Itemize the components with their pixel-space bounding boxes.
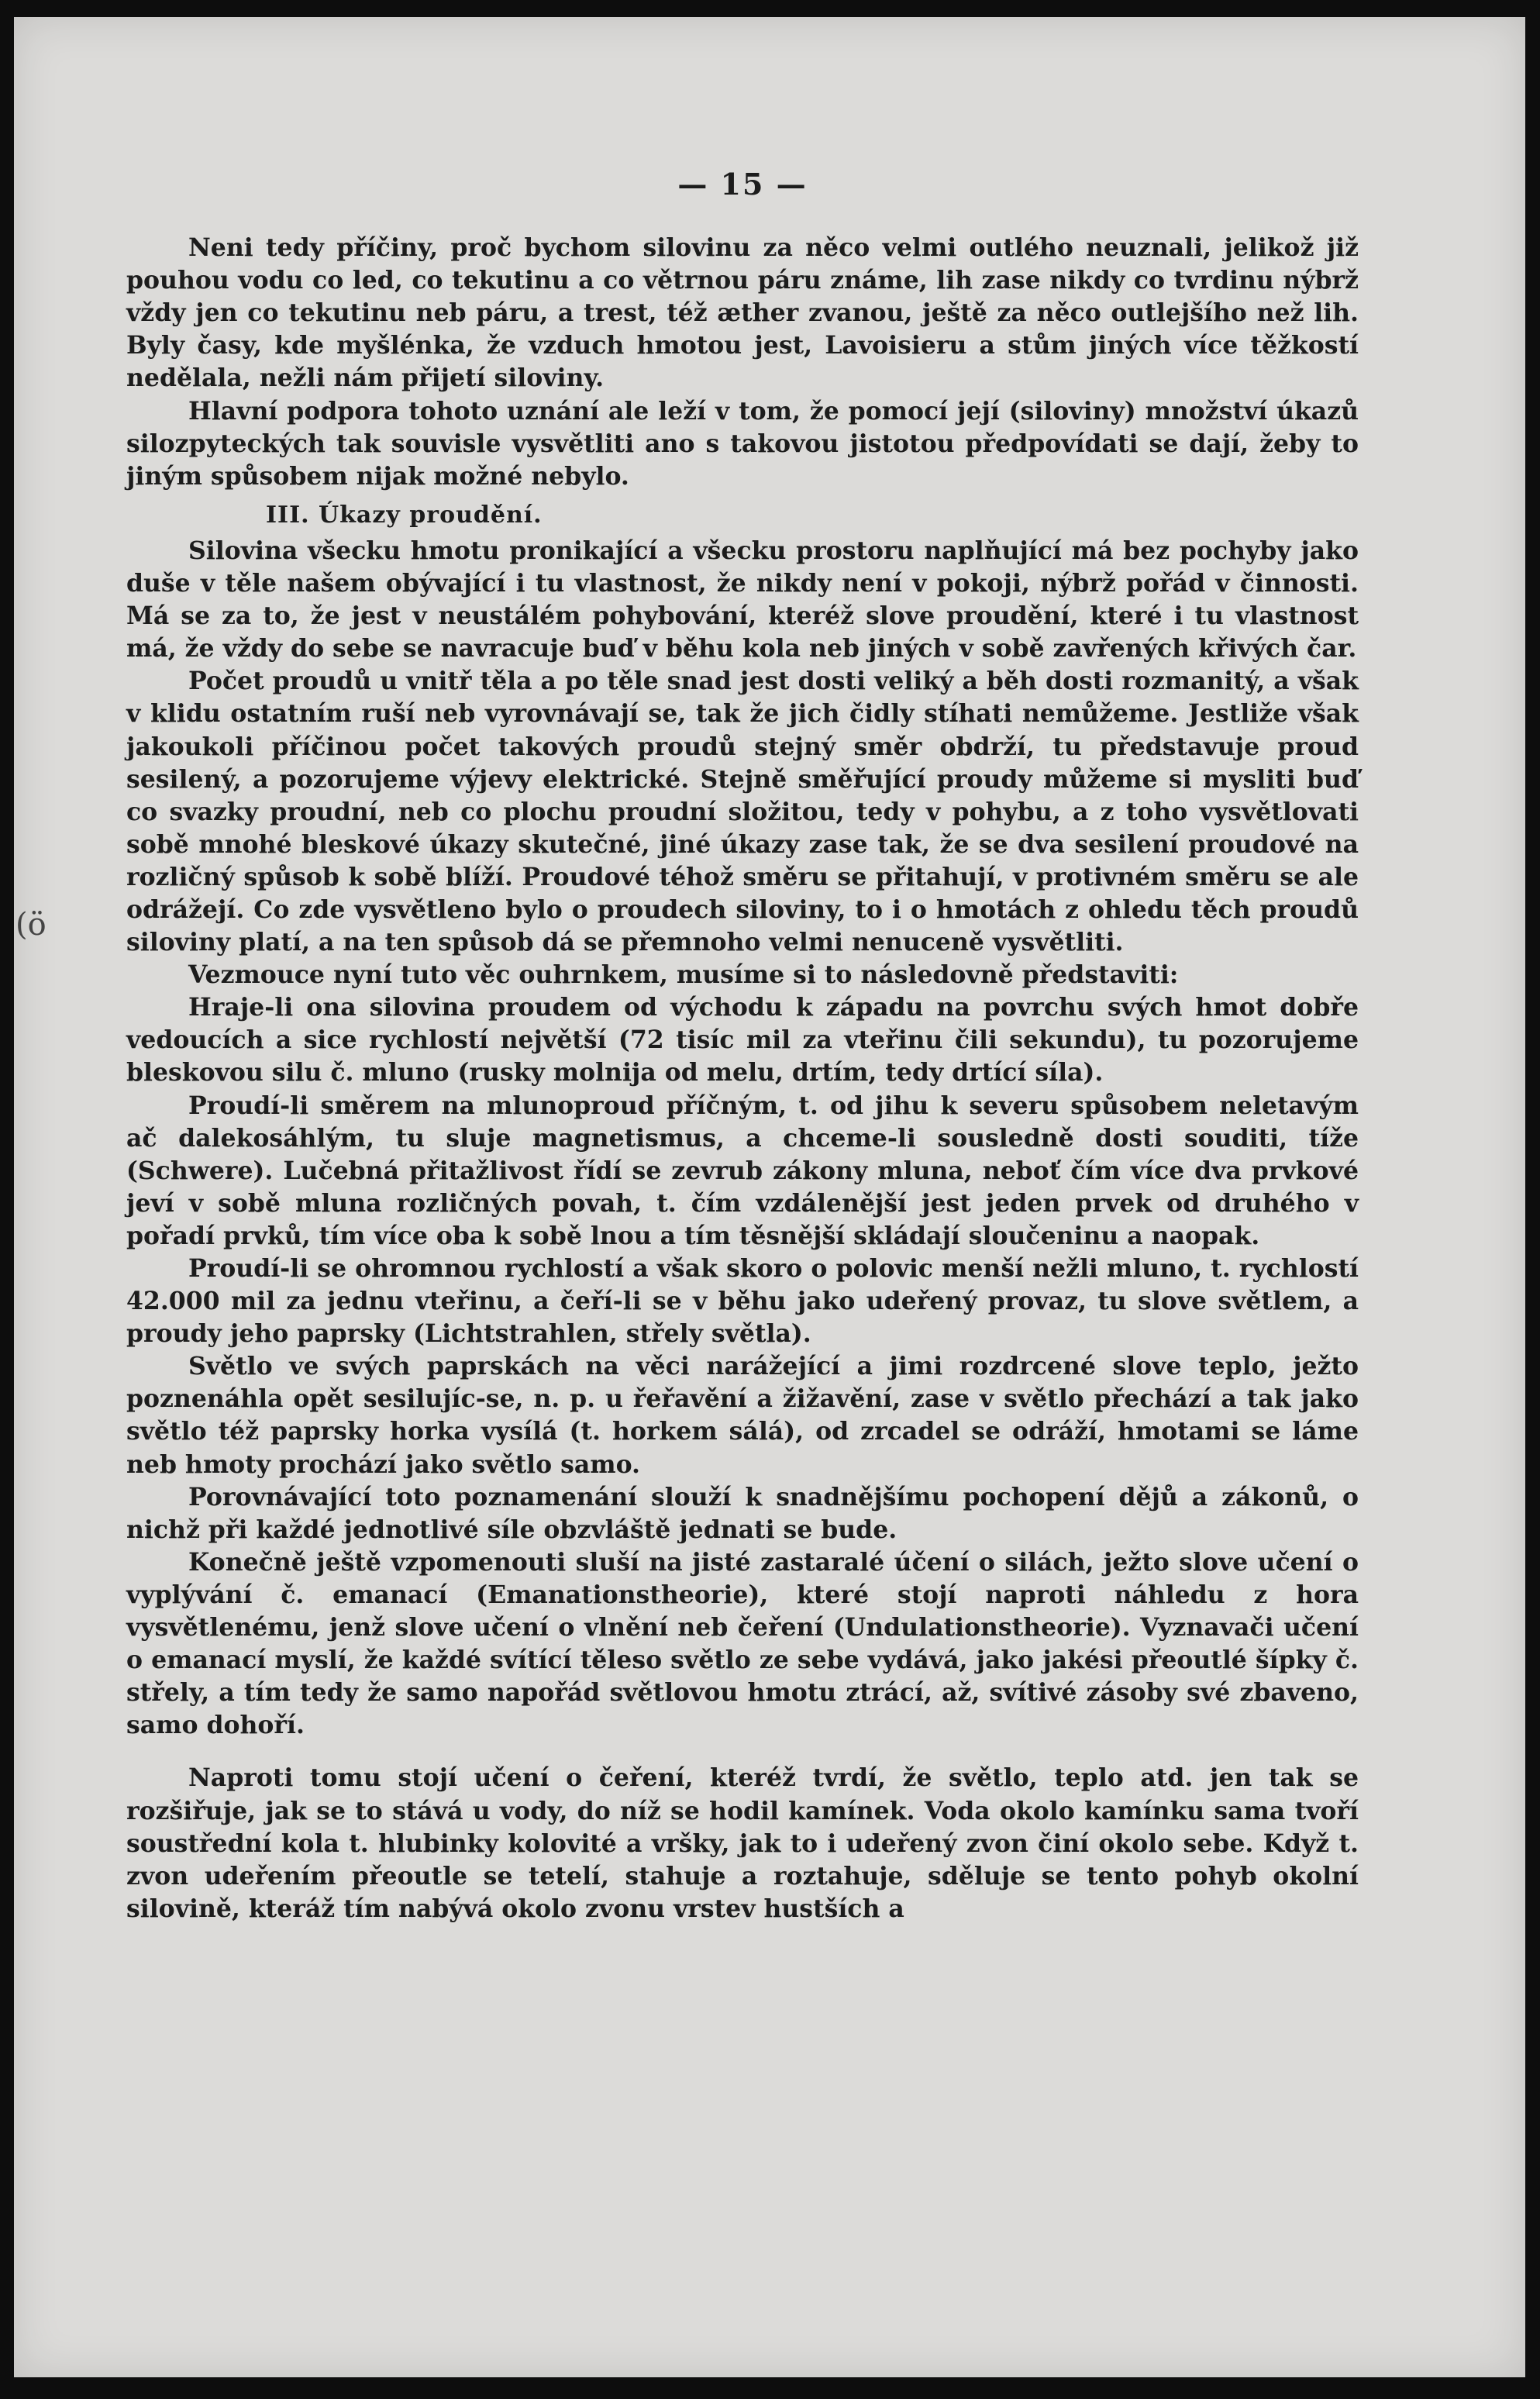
paragraph: Světlo ve svých paprskách na věci narážející a jimi rozdrcené slove teplo, ježto poznenáhla opět sesilujíc-se, n. p. u řeřavění a žižavění, zase v světlo přechází a tak jako světlo též paprsky horka vysílá (t. horkem sálá), od zrcadel se odráží, hmotami se láme neb hmoty prochází jako světlo samo. (126, 1352, 1359, 1479)
paragraph: Proudí-li směrem na mlunoproud příčným, t. od jihu k severu spůsobem neletavým ač dalekosáhlým, tu sluje magnetismus, a chceme-li sousledně dosti souditi, tíže (Schwere). Lučebná přitažlivost řídí se zevrub zákony mluna, neboť čím více dva prvkové jeví v sobě mluna rozličných povah, t. čím vzdálenější jest jeden prvek od druhého v pořadí prvků, tím více oba k sobě lnou a tím těsnější skládají sloučeninu a naopak. (126, 1091, 1359, 1250)
margin-ink-mark: (ö (16, 907, 47, 943)
paragraph: Hraje-li ona silovina proudem od východu k západu na povrchu svých hmot dobře vedoucích a sice rychlostí největší (72 tisíc mil za vteřinu čili sekundu), tu pozorujeme bleskovou silu č. mluno (rusky molnija od melu, drtím, tedy drtící síla). (126, 993, 1359, 1087)
page-text (126, 168, 1359, 1925)
paragraph: Neni tedy příčiny, proč bychom silovinu za něco velmi outlého neuznali, jelikož již pouhou vodu co led, co tekutinu a co větrnou páru známe, lih zase nikdy co tvrdinu nýbrž vždy jen co tekutinu neb páru, a trest, též æther zvanou, ještě za něco outlejšího než lih. Byly časy, kde myšlénka, že vzduch hmotou jest, Lavoisieru a stům jiných více těžkostí nedělala, nežli nám přijetí siloviny. (126, 233, 1359, 393)
page-number: — 15 — (677, 167, 808, 202)
book-page (14, 17, 1525, 2377)
paragraph-gap (126, 1742, 1359, 1762)
paragraph: Vezmouce nyní tuto věc ouhrnkem, musíme si to následovně představiti: (188, 960, 1179, 990)
section-heading: III. Úkazy proudění. (266, 501, 543, 529)
paragraph: Porovnávající toto poznamenání slouží k snadnějšímu pochopení dějů a zákonů, o nichž při každé jednotlivé síle obzvláště jednati se bude. (126, 1482, 1359, 1544)
paragraph: Počet proudů u vnitř těla a po těle snad jest dosti veliký a běh dosti rozmanitý, a však v klidu ostatním ruší neb vyrovnávají se, tak že jich čidly stíhati nemůžeme. Jestliže však jakoukoli příčinou počet takových proudů stejný směr obdrží, tu představuje proud sesilený, a pozorujeme výjevy elektrické. Stejně směřující proudy můžeme si mysliti buď co svazky proudní, neb co plochu proudní složitou, tedy v pohybu, a z toho vysvětlovati sobě mnohé bleskové úkazy skutečné, jiné úkazy zase tak, že se dva sesilení proudové na rozličný spůsob k sobě blíží. Proudové téhož směru se přitahují, v protivném směru se ale odrážejí. Co zde vysvětleno bylo o proudech siloviny, to i o hmotách z ohledu těch proudů siloviny platí, a na ten spůsob dá se přemnoho velmi nenuceně vysvětliti. (126, 667, 1359, 957)
paragraph: Silovina všecku hmotu pronikající a všecku prostoru naplňující má bez pochyby jako duše v těle našem obývající i tu vlastnost, že nikdy není v pokoji, nýbrž pořád v činnosti. Má se za to, že jest v neustálém pohybování, kteréž slove proudění, které i tu vlastnost má, že vždy do sebe se navracuje buď v běhu kola neb jiných v sobě zavřených křivých čar. (126, 536, 1359, 664)
paragraph: Hlavní podpora tohoto uznání ale leží v tom, že pomocí její (siloviny) množství úkazů silozpyteckých tak souvisle vysvětliti ano s takovou jistotou předpovídati se dají, žeby to jiným spůsobem nijak možné nebylo. (126, 396, 1359, 491)
paragraph: Proudí-li se ohromnou rychlostí a však skoro o polovic menší nežli mluno, t. rychlostí 42.000 mil za jednu vteřinu, a čeří-li se v běhu jako udeřený provaz, tu slove světlem, a proudy jeho paprsky (Lichtstrahlen, střely světla). (126, 1254, 1359, 1349)
paragraph: Naproti tomu stojí učení o čeření, kteréž tvrdí, že světlo, teplo atd. jen tak se rozšiřuje, jak se to stává u vody, do níž se hodil kamínek. Voda okolo kamínku sama tvoří soustřední kola t. hlubinky kolovité a vršky, jak to i udeřený zvon činí okolo sebe. Když t. zvon udeřením přeoutle se tetelí, stahuje a roztahuje, sděluje se tento pohyb okolní silovině, kteráž tím nabývá okolo zvonu vrstev hustších a (126, 1763, 1359, 1923)
paragraph: Konečně ještě vzpomenouti sluší na jisté zastaralé účení o silách, ježto slove učení o vyplývání č. emanací (Emanationstheorie), které stojí naproti náhledu z hora vysvětlenému, jenž slove učení o vlnění neb čeření (Undulationstheorie). Vyznavači učení o emanací myslí, že každé svítící těleso světlo ze sebe vydává, jako jakési přeoutlé šípky č. střely, a tím tedy že samo napořád světlovou hmotu ztrácí, až, svítivé zásoby své zbaveno, samo dohoří. (126, 1547, 1359, 1740)
